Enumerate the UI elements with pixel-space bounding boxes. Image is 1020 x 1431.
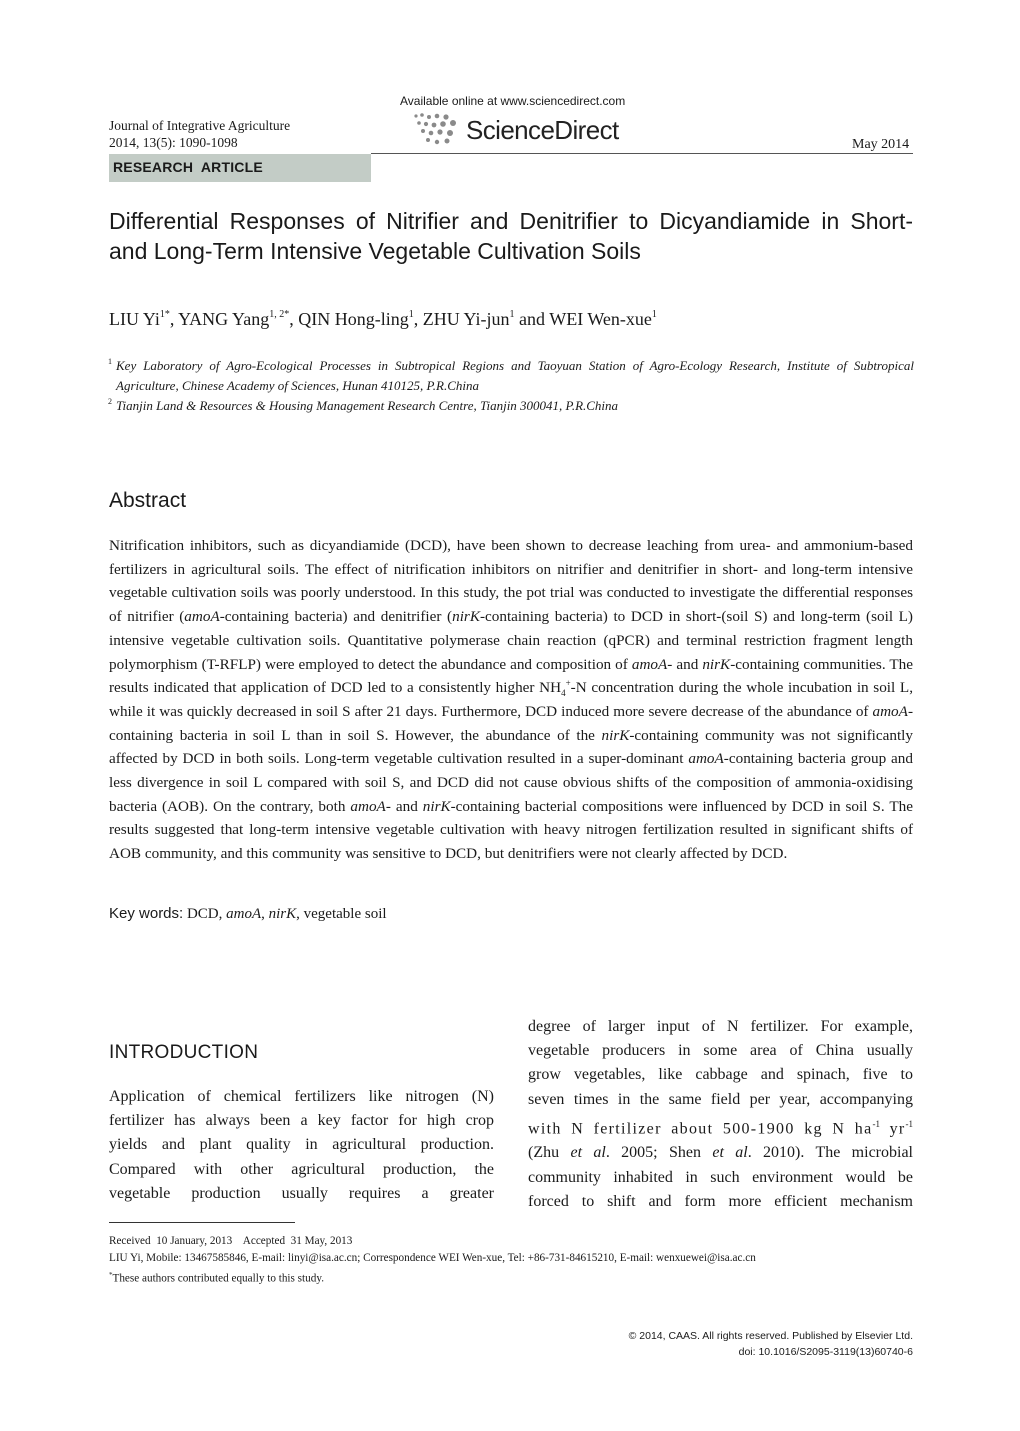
introduction-column-2: [528, 1015, 913, 1214]
affiliation-2: [108, 396, 914, 416]
author-affiliation-mark: 1*: [159, 309, 170, 320]
paper-title: Differential Responses of Nitrifier and Denitrifier to Dicyandiamide in Short- and Long-Term Intensive Vegetable Cultivation Soils: [109, 208, 913, 264]
keywords-label: Key words:: [109, 905, 184, 922]
text-line: Compared with other agricultural production, the: [109, 1160, 494, 1178]
abstract-heading: Abstract: [109, 489, 187, 512]
abstract-body: [109, 534, 913, 866]
journal-issue: 2014, 13(5): 1090-1098: [109, 135, 238, 150]
author-name: QIN Hong-ling: [298, 309, 409, 329]
text-line: degree of larger input of N fertilizer. For example,: [528, 1018, 913, 1035]
abstract-text: -containing bacteria) and denitrifier (: [219, 608, 453, 626]
text-line: fertilizer has always been a key factor for high crop: [109, 1112, 494, 1130]
affiliation-number: 2: [108, 397, 112, 406]
text-line: forced to shift and form more efficient mechanism: [528, 1192, 913, 1210]
author-affiliation-mark: 1, 2*: [269, 309, 290, 320]
text-fragment: (Zhu: [528, 1144, 571, 1162]
author-name: ZHU Yi-jun: [422, 309, 510, 329]
keyword: nirK: [268, 906, 297, 922]
abstract-text: Nitrification inhibitors, such as dicyandiamide (DCD), have been shown to decrease leaching from urea- and ammonium-based fertilizers in agricultural soils. The effect of nitrification inhibitors on nitrifier and denitrifier in short- and long-term intensive vegetable cultivation soils was poorly understood. In this study, the pot trial was conducted to investigate the differential responses of nitrifier (: [109, 537, 913, 626]
article-type-banner: RESEARCH ARTICLE: [109, 154, 371, 182]
keywords: [109, 905, 387, 923]
introduction-heading: INTRODUCTION: [109, 1042, 259, 1063]
abstract-text: -containing bacterial compositions were influenced by DCD in soil S. The results suggested that long-term intensive vegetable cultivation with heavy nitrogen fertilization resulted in significant shifts of AOB community, and this community was sensitive to DCD, but denitrifiers were not clearly affected by DCD.: [109, 797, 913, 863]
issue-date: May 2014: [852, 137, 910, 152]
text-line: yields and plant quality in agricultural production.: [109, 1136, 494, 1154]
text-fragment: et al: [570, 1144, 606, 1162]
affiliations: [108, 356, 914, 416]
gene-name: nirK: [422, 797, 451, 815]
text-line: [528, 1141, 913, 1165]
abstract-text: -containing community was not significantly affected by DCD in both soils. Long-term vegetable cultivation resulted in a super-dominant: [109, 726, 913, 768]
author-separator: ,: [169, 309, 179, 329]
affiliation-line: Tianjin Land & Resources & Housing Management Research Centre, Tianjin 300041, P.R.China: [116, 398, 619, 413]
journal-info: [109, 117, 290, 151]
sciencedirect-wordmark: ScienceDirect: [466, 115, 619, 145]
author-contacts: LIU Yi, Mobile: 13467585846, E-mail: linyi@isa.ac.cn; Correspondence WEI Wen-xue, Tel: +86-731-84615210, E-mail: wenxuewei@isa.ac.cn: [109, 1252, 756, 1264]
superscript: -1: [872, 1118, 880, 1129]
keyword: amoA: [226, 906, 262, 922]
gene-name: nirK: [702, 655, 731, 673]
author-name: LIU Yi: [109, 309, 160, 329]
abstract-text: -containing bacteria group and less divergence in soil L compared with soil S, and DCD did not cause obvious shifts of the composition of ammonia-oxidising bacteria (AOB). On the contrary, both: [109, 750, 913, 815]
author-affiliation-mark: 1: [509, 309, 515, 320]
author-separator: and: [514, 309, 550, 329]
author-affiliation-mark: 1: [651, 309, 657, 320]
abstract-text: -containing communities. The results indicated that application of DCD led to a consistently higher NH: [109, 655, 913, 697]
doi-line: doi: 10.1016/S2095-3119(13)60740-6: [738, 1346, 913, 1358]
gene-name: amoA: [350, 797, 386, 815]
author-separator: ,: [289, 309, 299, 329]
affiliation-line: Agriculture, Chinese Academy of Sciences, Hunan 410125, P.R.China: [116, 378, 479, 393]
abstract-text: -containing bacteria) to DCD in short-(soil S) and long-term (soil L) intensive vegetable cultivation soils. Quantitative polymerase chain reaction (qPCR) and terminal restriction fragment length polymorphism (T-RFLP) were employed to detect the abundance and composition of: [109, 608, 913, 673]
text-fragment: . 2005; Shen: [605, 1144, 713, 1162]
text-line: community inhabited in such environment would be: [528, 1168, 913, 1186]
sciencedirect-dots-icon: [412, 112, 464, 148]
author-separator: ,: [413, 309, 423, 329]
header-rule: [371, 153, 913, 154]
superscript: +: [565, 678, 571, 689]
text-line: grow vegetables, like cabbage and spinach, five to: [528, 1066, 913, 1084]
gene-name: nirK: [452, 608, 480, 626]
gene-name: amoA: [631, 655, 668, 673]
keyword-separator: ,: [261, 906, 269, 922]
author-name: YANG Yang: [178, 309, 270, 329]
abstract-text: -containing bacteria in soil L than in soil S. However, the abundance of the: [109, 702, 913, 744]
author-affiliation-mark: 1: [408, 309, 414, 320]
keyword: , vegetable soil: [296, 906, 387, 922]
footnotes: [109, 1233, 756, 1288]
abstract-text: -N concentration during the whole incubation in soil L, while it was quickly decreased in soil S after 21 days. Furthermore, DCD induced more severe decrease of the abundance of: [109, 679, 913, 720]
footnote-rule: [109, 1222, 295, 1223]
affiliation-1: [108, 356, 914, 396]
author-name: WEI Wen-xue: [549, 309, 652, 329]
affiliation-line: Key Laboratory of Agro-Ecological Processes in Subtropical Regions and Taoyuan Station of Agro-Ecology Research, Institute of Subtropical: [116, 358, 914, 373]
text-line: seven times in the same field per year, accompanying: [528, 1090, 913, 1108]
footnote-mark: *: [109, 1271, 113, 1279]
abstract-text: - and: [385, 797, 423, 815]
available-online-text: Available online at www.sciencedirect.com: [400, 94, 626, 108]
affiliation-number: 1: [108, 357, 112, 366]
copyright-block: [560, 1328, 913, 1360]
received-accepted-dates: Received 10 January, 2013 Accepted 31 May, 2013: [109, 1235, 353, 1247]
text-line: [528, 1112, 913, 1142]
journal-name: Journal of Integrative Agriculture: [109, 118, 291, 133]
abstract-text: - and: [667, 655, 703, 673]
equal-contribution-note: [109, 1267, 756, 1288]
copyright-line: © 2014, CAAS. All rights reserved. Published by Elsevier Ltd.: [628, 1330, 913, 1342]
text-line: vegetable producers in some area of China usually: [528, 1042, 913, 1060]
text-fragment: with N fertilizer about 500-1900 kg N ha: [528, 1120, 873, 1138]
subscript: 4: [561, 688, 566, 699]
text-line: vegetable production usually requires a greater: [109, 1184, 494, 1202]
text-fragment: . 2010). The microbial: [747, 1144, 913, 1162]
author-list: [109, 307, 657, 331]
superscript: -1: [905, 1118, 913, 1129]
text-fragment: et al: [712, 1144, 748, 1162]
gene-name: amoA: [872, 702, 908, 720]
keyword: DCD,: [186, 906, 227, 922]
introduction-column-1: [109, 1085, 494, 1206]
gene-name: nirK: [601, 726, 630, 744]
gene-name: amoA: [184, 608, 220, 626]
footnote-text: These authors contributed equally to this study.: [112, 1272, 324, 1285]
gene-name: amoA: [688, 750, 724, 768]
text-fragment: yr: [880, 1120, 906, 1138]
text-line: Application of chemical fertilizers like nitrogen (N): [109, 1088, 494, 1105]
